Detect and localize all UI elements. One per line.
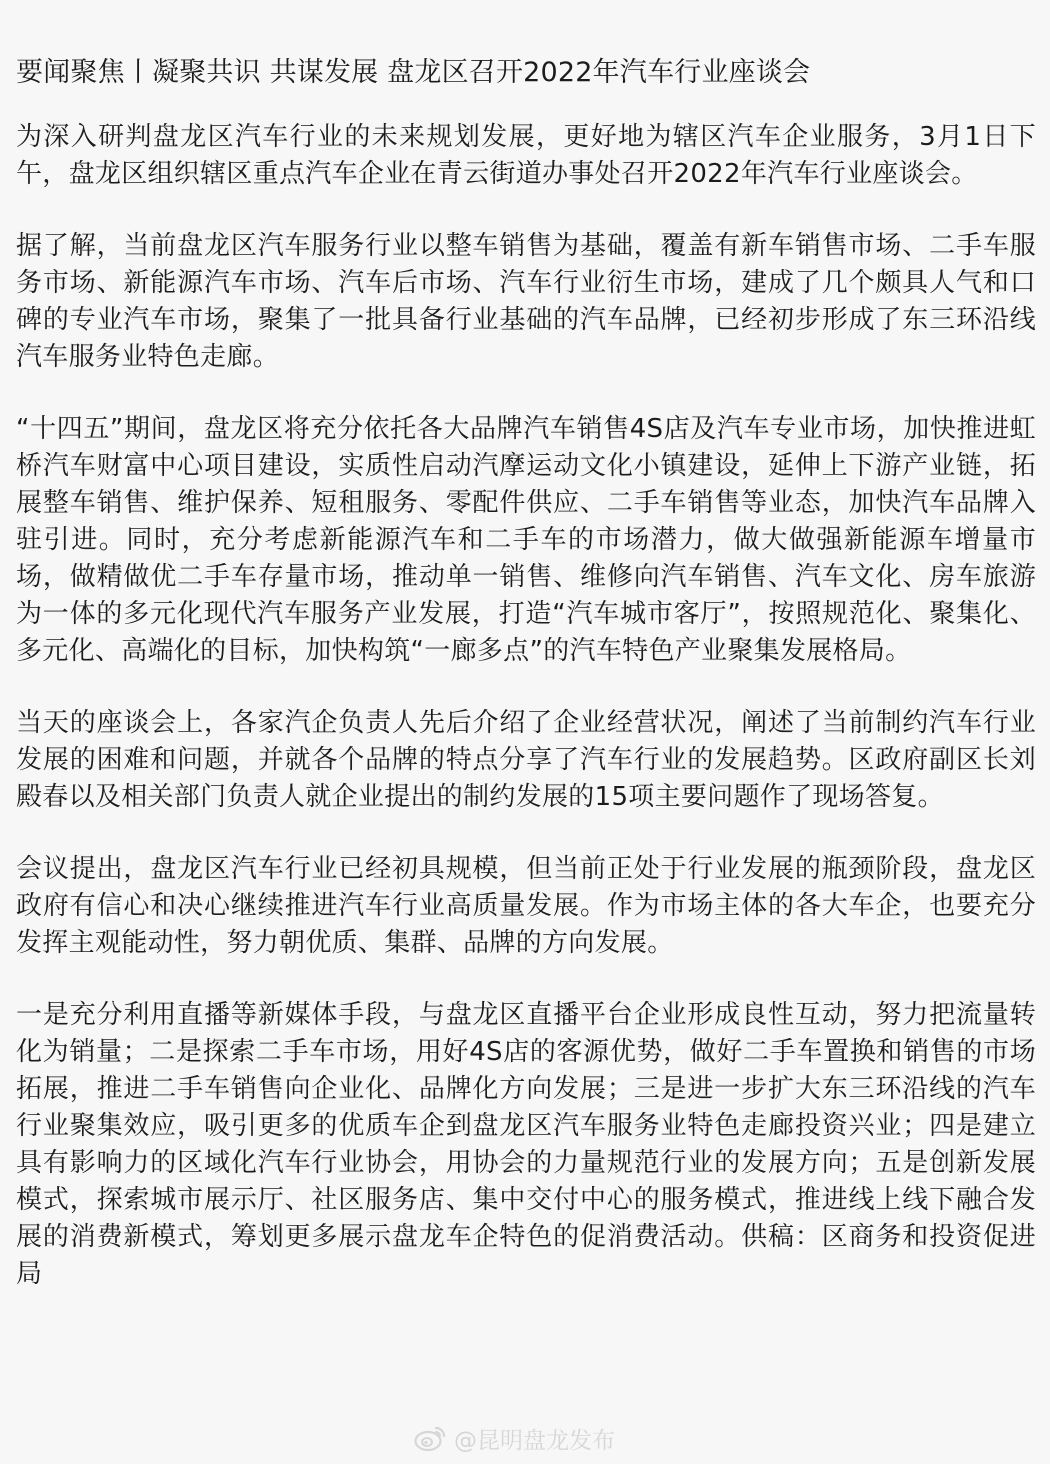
article xyxy=(16,52,1036,1293)
paragraph-measures: 一是充分利用直播等新媒体手段，与盘龙区直播平台企业形成良性互动，努力把流量转化为销量；二是探索二手车市场，用好4S店的客源优势，做好二手车置换和销售的市场拓展，推进二手车销售向企业化、品牌化方向发展；三是进一步扩大东三环沿线的汽车行业聚集效应，吸引更多的优质车企到盘龙区汽车服务业特色走廊投资兴业；四是建立具有影响力的区域化汽车行业协会，用协会的力量规范行业的发展方向；五是创新发展模式，探索城市展示厅、社区服务店、集中交付中心的服务模式，推进线上线下融合发展的消费新模式，筹划更多展示盘龙车企特色的促消费活动。供稿：区商务和投资促进局 xyxy=(16,1000,1036,1289)
paragraph-background: 据了解，当前盘龙区汽车服务行业以整车销售为基础，覆盖有新车销售市场、二手车服务市场、新能源汽车市场、汽车后市场、汽车行业衍生市场，建成了几个颇具人气和口碑的专业汽车市场，聚集了一批具备行业基础的汽车品牌，已经初步形成了东三环沿线汽车服务业特色走廊。 xyxy=(16,231,1036,372)
paragraph-conclusion: 会议提出，盘龙区汽车行业已经初具规模，但当前正处于行业发展的瓶颈阶段，盘龙区政府有信心和决心继续推进汽车行业高质量发展。作为市场主体的各大车企，也要充分发挥主观能动性，努力朝优质、集群、品牌的方向发展。 xyxy=(16,854,1036,958)
article-title: 要闻聚焦丨凝聚共识 共谋发展 盘龙区召开2022年汽车行业座谈会 xyxy=(16,57,811,88)
weibo-logo-icon xyxy=(414,1424,448,1452)
watermark-text: @昆明盘龙发布 xyxy=(454,1427,615,1454)
paragraph-intro: 为深入研判盘龙区汽车行业的未来规划发展，更好地为辖区汽车企业服务，3月1日下午，盘龙区组织辖区重点汽车企业在青云街道办事处召开2022年汽车行业座谈会。 xyxy=(16,122,1036,189)
watermark xyxy=(414,1418,615,1458)
paragraph-plan: “十四五”期间，盘龙区将充分依托各大品牌汽车销售4S店及汽车专业市场，加快推进虹桥汽车财富中心项目建设，实质性启动汽摩运动文化小镇建设，延伸上下游产业链，拓展整车销售、维护保养、短租服务、零配件供应、二手车销售等业态，加快汽车品牌入驻引进。同时，充分考虑新能源汽车和二手车的市场潜力，做大做强新能源车增量市场，做精做优二手车存量市场，推动单一销售、维修向汽车销售、汽车文化、房车旅游为一体的多元化现代汽车服务产业发展，打造“汽车城市客厅”，按照规范化、聚集化、多元化、高端化的目标，加快构筑“一廊多点”的汽车特色产业聚集发展格局。 xyxy=(16,414,1036,666)
paragraph-meeting: 当天的座谈会上，各家汽企负责人先后介绍了企业经营状况，阐述了当前制约汽车行业发展的困难和问题，并就各个品牌的特点分享了汽车行业的发展趋势。区政府副区长刘殿春以及相关部门负责人就企业提出的制约发展的15项主要问题作了现场答复。 xyxy=(16,708,1036,812)
